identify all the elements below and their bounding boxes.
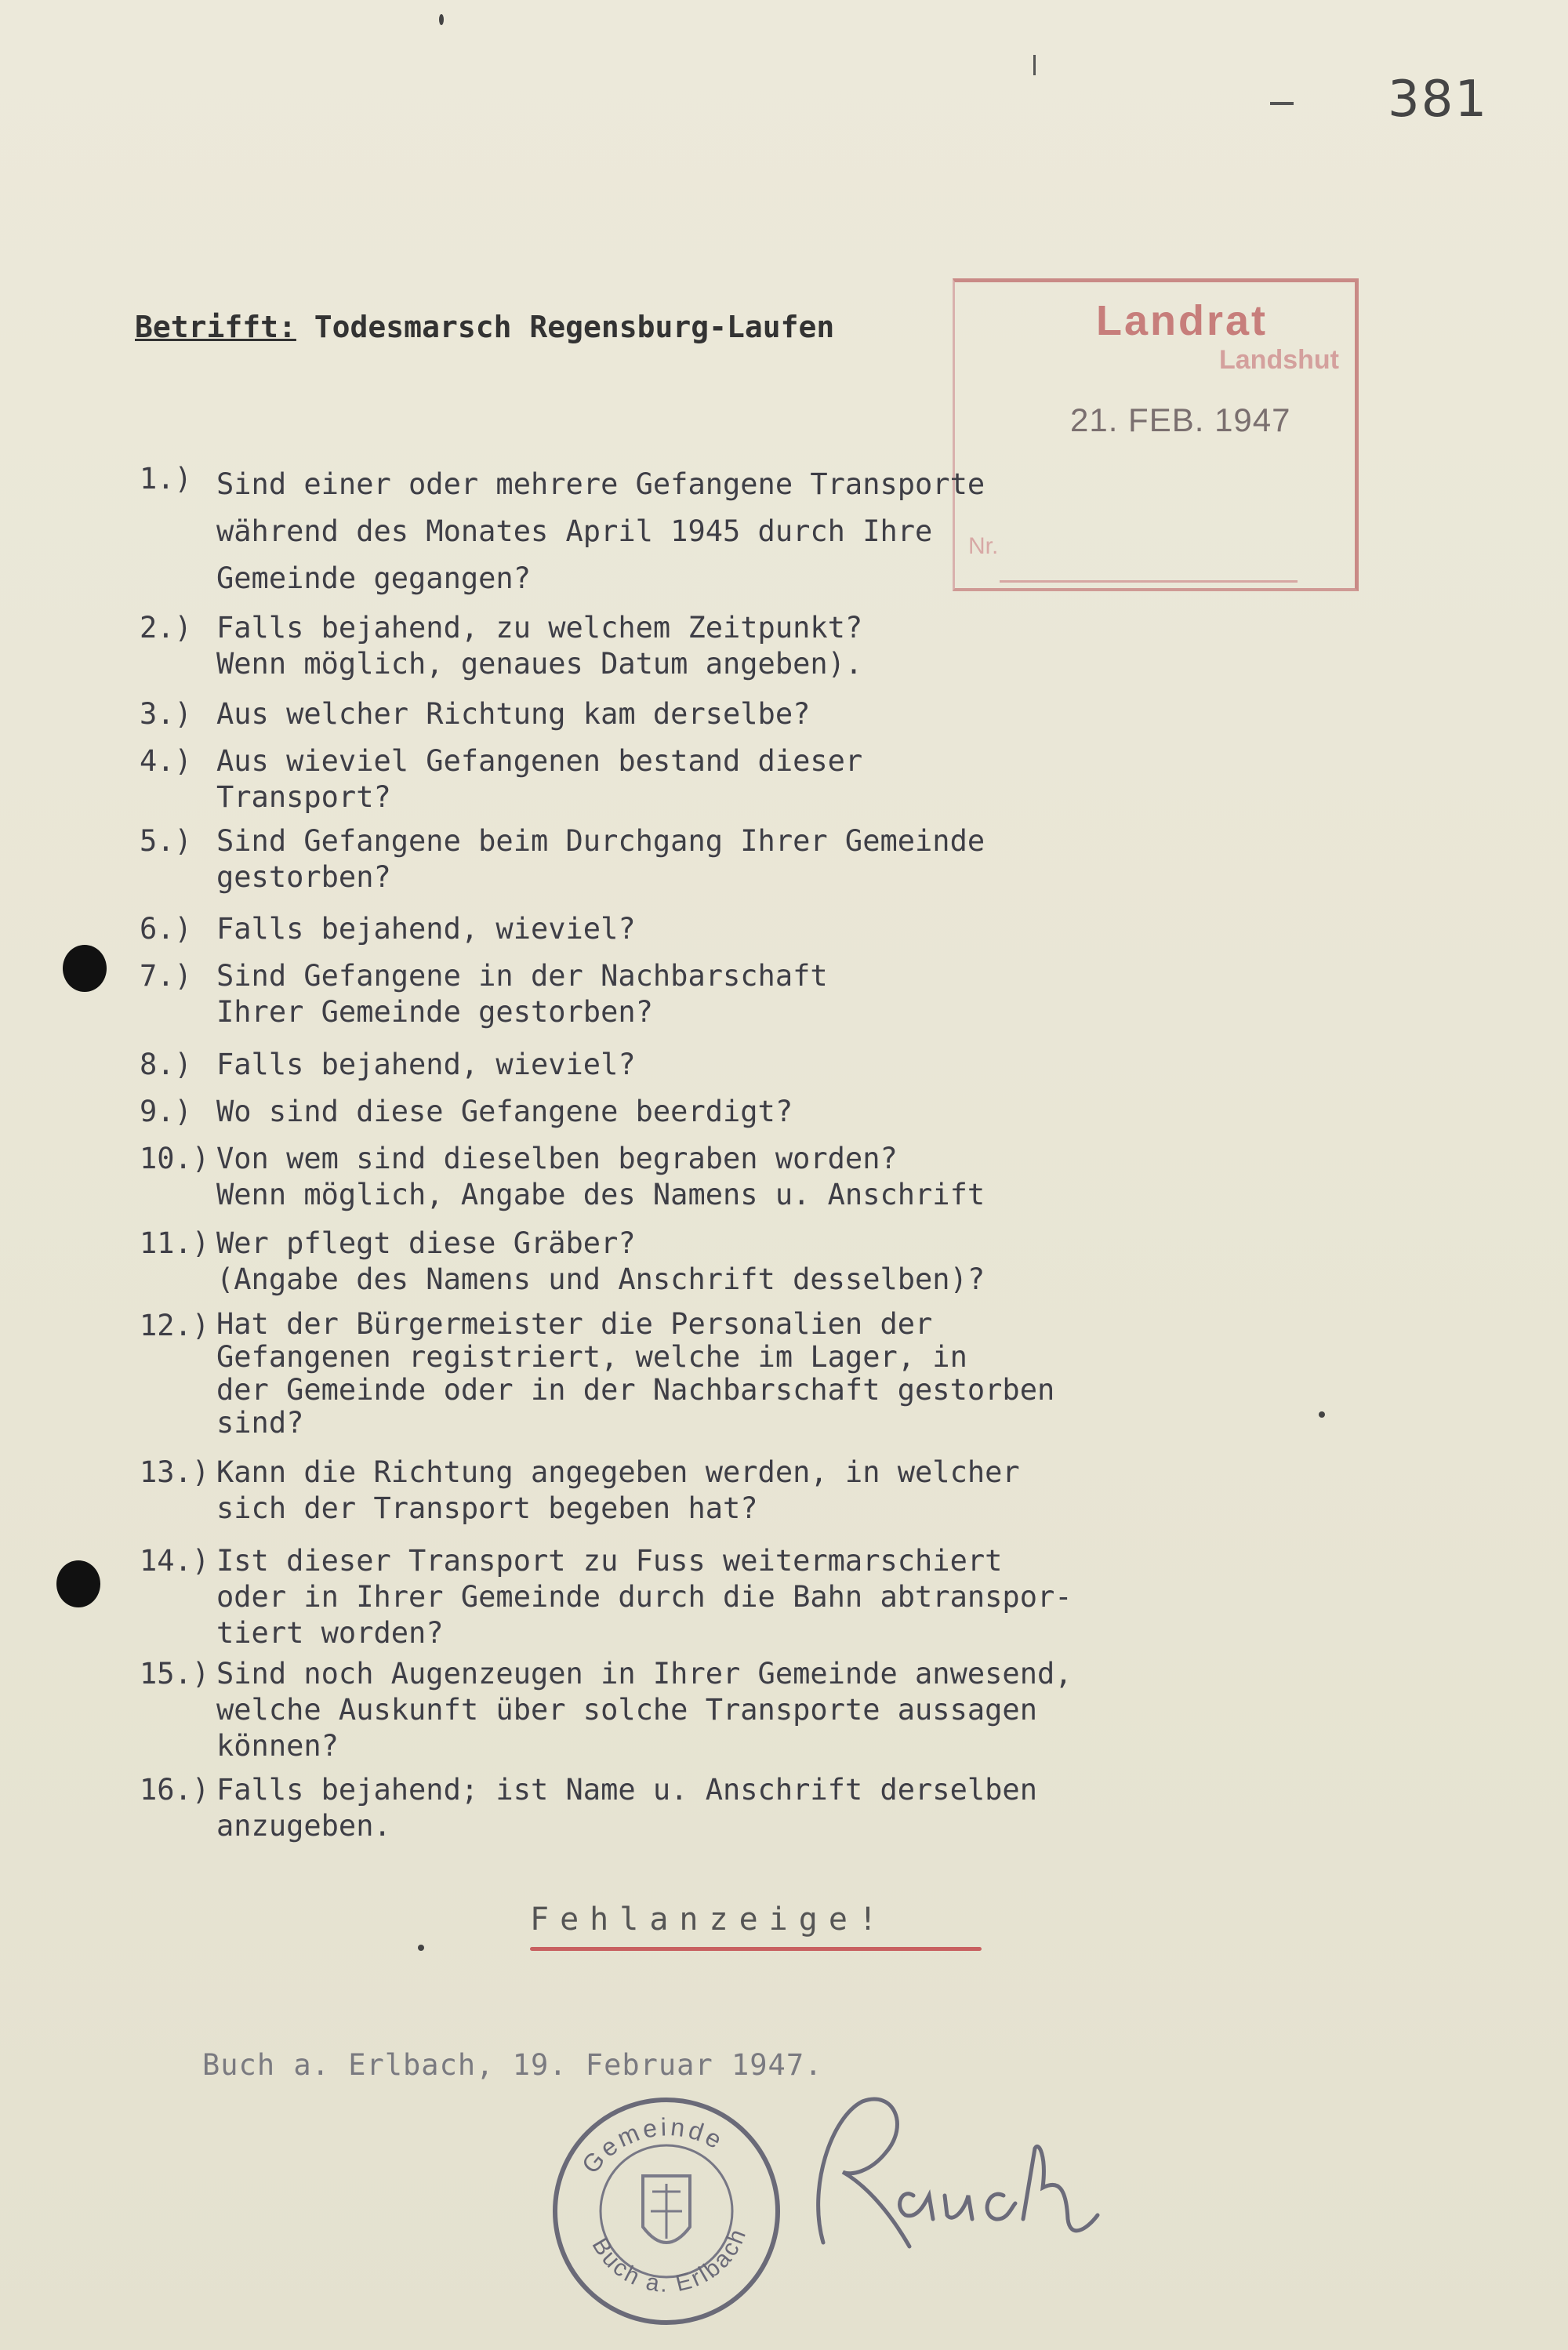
question-text: Sind noch Augenzeugen in Ihrer Gemeinde anwesend, welche Auskunft über solche Transporte aussagen können? [216, 1657, 1073, 1763]
question-6 [140, 911, 636, 947]
question-7 [140, 958, 828, 1030]
svg-text:Buch a. Erlbach [586, 2224, 751, 2297]
stamp-subtitle: Landshut [1219, 345, 1339, 375]
question-16 [140, 1772, 1037, 1844]
place-date: Buch a. Erlbach, 19. Februar 1947. [202, 2048, 823, 2082]
question-text: Wer pflegt diese Gräber? (Angabe des Namens und Anschrift desselben)? [216, 1226, 985, 1296]
question-number: 9.) [140, 1095, 192, 1128]
question-12 [140, 1308, 1054, 1440]
dash-mark [1270, 102, 1294, 105]
question-number: 8.) [140, 1048, 192, 1081]
question-text: Sind Gefangene in der Nachbarschaft Ihrer Gemeinde gestorben? [216, 959, 828, 1029]
stamp-date: 21. FEB. 1947 [1070, 401, 1291, 438]
question-number: 12.) [140, 1309, 210, 1342]
stamp-line [1000, 580, 1298, 583]
question-number: 1.) [140, 462, 192, 496]
stamp-nr-label: Nr. [968, 533, 999, 559]
question-number: 15.) [140, 1657, 210, 1691]
question-text: Falls bejahend; ist Name u. Anschrift derselben anzugeben. [216, 1773, 1037, 1843]
question-1 [140, 461, 985, 602]
question-4 [140, 743, 862, 815]
question-3 [140, 696, 810, 732]
question-number: 10.) [140, 1142, 210, 1175]
paper-speck [418, 1945, 424, 1951]
paper-speck [1319, 1411, 1325, 1418]
punch-hole [56, 1560, 100, 1607]
question-11 [140, 1226, 985, 1298]
question-number: 11.) [140, 1226, 210, 1260]
question-text: Von wem sind dieselben begraben worden? Wenn möglich, Angabe des Namens u. Anschrift [216, 1142, 985, 1211]
question-5 [140, 823, 985, 895]
question-number: 4.) [140, 744, 192, 778]
question-14 [140, 1543, 1073, 1651]
question-2 [140, 610, 862, 682]
question-text: Falls bejahend, zu welchem Zeitpunkt? Wenn möglich, genaues Datum angeben). [216, 611, 863, 681]
answer-underline [530, 1947, 982, 1951]
punch-hole [63, 945, 107, 992]
subject-label: Betrifft: [135, 310, 296, 344]
question-8 [140, 1047, 636, 1083]
signature-rauch [776, 2070, 1152, 2266]
question-text: Hat der Bürgermeister die Personalien der Gefangenen registriert, welche im Lager, in der Gemeinde oder in der Nachbarschaft gestorben sind? [216, 1307, 1055, 1440]
subject-value: Todesmarsch Regensburg-Laufen [314, 310, 835, 344]
question-10 [140, 1141, 985, 1213]
question-text: Sind einer oder mehrere Gefangene Transporte während des Monates April 1945 durch Ihre Gemeinde gegangen? [216, 467, 985, 595]
subject-line [135, 310, 834, 344]
question-number: 14.) [140, 1544, 210, 1578]
question-text: Sind Gefangene beim Durchgang Ihrer Gemeinde gestorben? [216, 824, 985, 894]
tick-mark [1033, 55, 1036, 75]
paper-speck [439, 14, 444, 25]
question-text: Falls bejahend, wieviel? [216, 912, 636, 946]
question-text: Aus wieviel Gefangenen bestand dieser Transport? [216, 744, 863, 814]
question-number: 5.) [140, 824, 192, 858]
question-number: 3.) [140, 697, 192, 731]
answer-text: Fehlanzeige! [530, 1901, 888, 1938]
question-13 [140, 1455, 1020, 1527]
seal-text-top: Gemeinde [575, 2112, 730, 2179]
seal-text-bottom: Buch a. Erlbach [586, 2224, 752, 2297]
question-text: Ist dieser Transport zu Fuss weitermarschiert oder in Ihrer Gemeinde durch die Bahn abtranspor- tiert worden? [216, 1544, 1073, 1650]
question-text: Aus welcher Richtung kam derselbe? [216, 697, 811, 731]
municipal-seal [541, 2082, 792, 2333]
question-number: 16.) [140, 1773, 210, 1807]
question-number: 6.) [140, 912, 192, 946]
question-number: 2.) [140, 611, 192, 645]
stamp-title: Landrat [1096, 297, 1269, 344]
question-number: 13.) [140, 1455, 210, 1489]
question-number: 7.) [140, 959, 192, 993]
question-text: Falls bejahend, wieviel? [216, 1048, 636, 1081]
question-text: Kann die Richtung angegeben werden, in welcher sich der Transport begeben hat? [216, 1455, 1020, 1525]
page-number: 381 [1388, 71, 1489, 129]
question-9 [140, 1094, 793, 1130]
question-text: Wo sind diese Gefangene beerdigt? [216, 1095, 793, 1128]
question-15 [140, 1656, 1073, 1764]
